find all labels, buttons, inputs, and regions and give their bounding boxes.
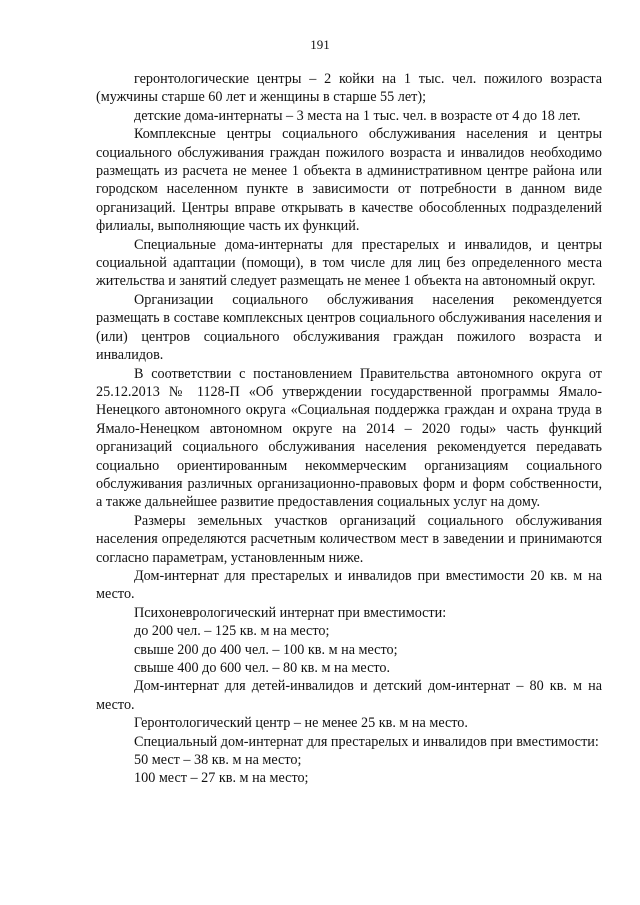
paragraph: геронтологические центры – 2 койки на 1 тыс. чел. пожилого возраста (мужчины старше 60 лет и женщины в старше 55 лет); xyxy=(96,71,602,106)
paragraph: В соответствии с постановлением Правительства автономного округа от 25.12.2013 № 1128-П «Об утверждении государственной программы Ямало-Ненецкого автономного округа «Социальная поддержка граждан и охрана труда в Ямало-Ненецком автономном округе на 2014 – 2020 годы» часть функций организаций социального обслуживания населения рекомендуется передавать социально ориентированным некоммерческим организациям социального обслуживания различных организационно-правовых форм и форм собственности, а также дальнейшее развитие предоставления социальных услуг на дому. xyxy=(96,365,602,511)
paragraph: 50 мест – 38 кв. м на место; xyxy=(134,752,302,769)
paragraph: Психоневрологический интернат при вместимости: xyxy=(134,604,447,621)
paragraph: свыше 200 до 400 чел. – 100 кв. м на место; xyxy=(134,641,398,658)
paragraph: Комплексные центры социального обслуживания населения и центры социального обслуживания граждан пожилого возраста и инвалидов необходимо размещать из расчета не менее 1 объекта в административном центре района или городском населенном пункте в зависимости от потребности в данном виде организаций. Центры вправе открывать в качестве обособленных подразделений филиалы, выполняющие часть их функций. xyxy=(96,126,602,235)
paragraph: детские дома-интернаты – 3 места на 1 тыс. чел. в возрасте от 4 до 18 лет. xyxy=(134,107,581,124)
paragraph: Дом-интернат для престарелых и инвалидов при вместимости 20 кв. м на место. xyxy=(96,567,602,603)
paragraph: свыше 400 до 600 чел. – 80 кв. м на место. xyxy=(134,660,391,676)
paragraph: Размеры земельных участков организаций социального обслуживания населения определяются расчетным количеством мест в заведении и принимаются согласно параметрам, установленным ниже. xyxy=(96,512,602,566)
paragraph: Геронтологический центр – не менее 25 кв. м на место. xyxy=(134,715,468,732)
paragraph: Специальный дом-интернат для престарелых и инвалидов при вместимости: xyxy=(134,733,599,750)
page-number: 191 xyxy=(310,37,330,52)
paragraph: до 200 чел. – 125 кв. м на место; xyxy=(134,623,330,640)
document-body xyxy=(96,70,602,788)
paragraph: 100 мест – 27 кв. м на место; xyxy=(134,770,309,787)
paragraph: Специальные дома-интернаты для престарелых и инвалидов, и центры социальной адаптации (помощи), в том числе для лиц без определенного места жительства и занятий следует размещать не менее 1 объекта на автономный округ. xyxy=(96,236,602,290)
paragraph: Дом-интернат для детей-инвалидов и детский дом-интернат – 80 кв. м на место. xyxy=(96,678,602,713)
paragraph: Организации социального обслуживания населения рекомендуется размещать в составе комплексных центров социального обслуживания населения и (или) центров социального обслуживания граждан пожилого возраста и инвалидов. xyxy=(96,291,602,364)
